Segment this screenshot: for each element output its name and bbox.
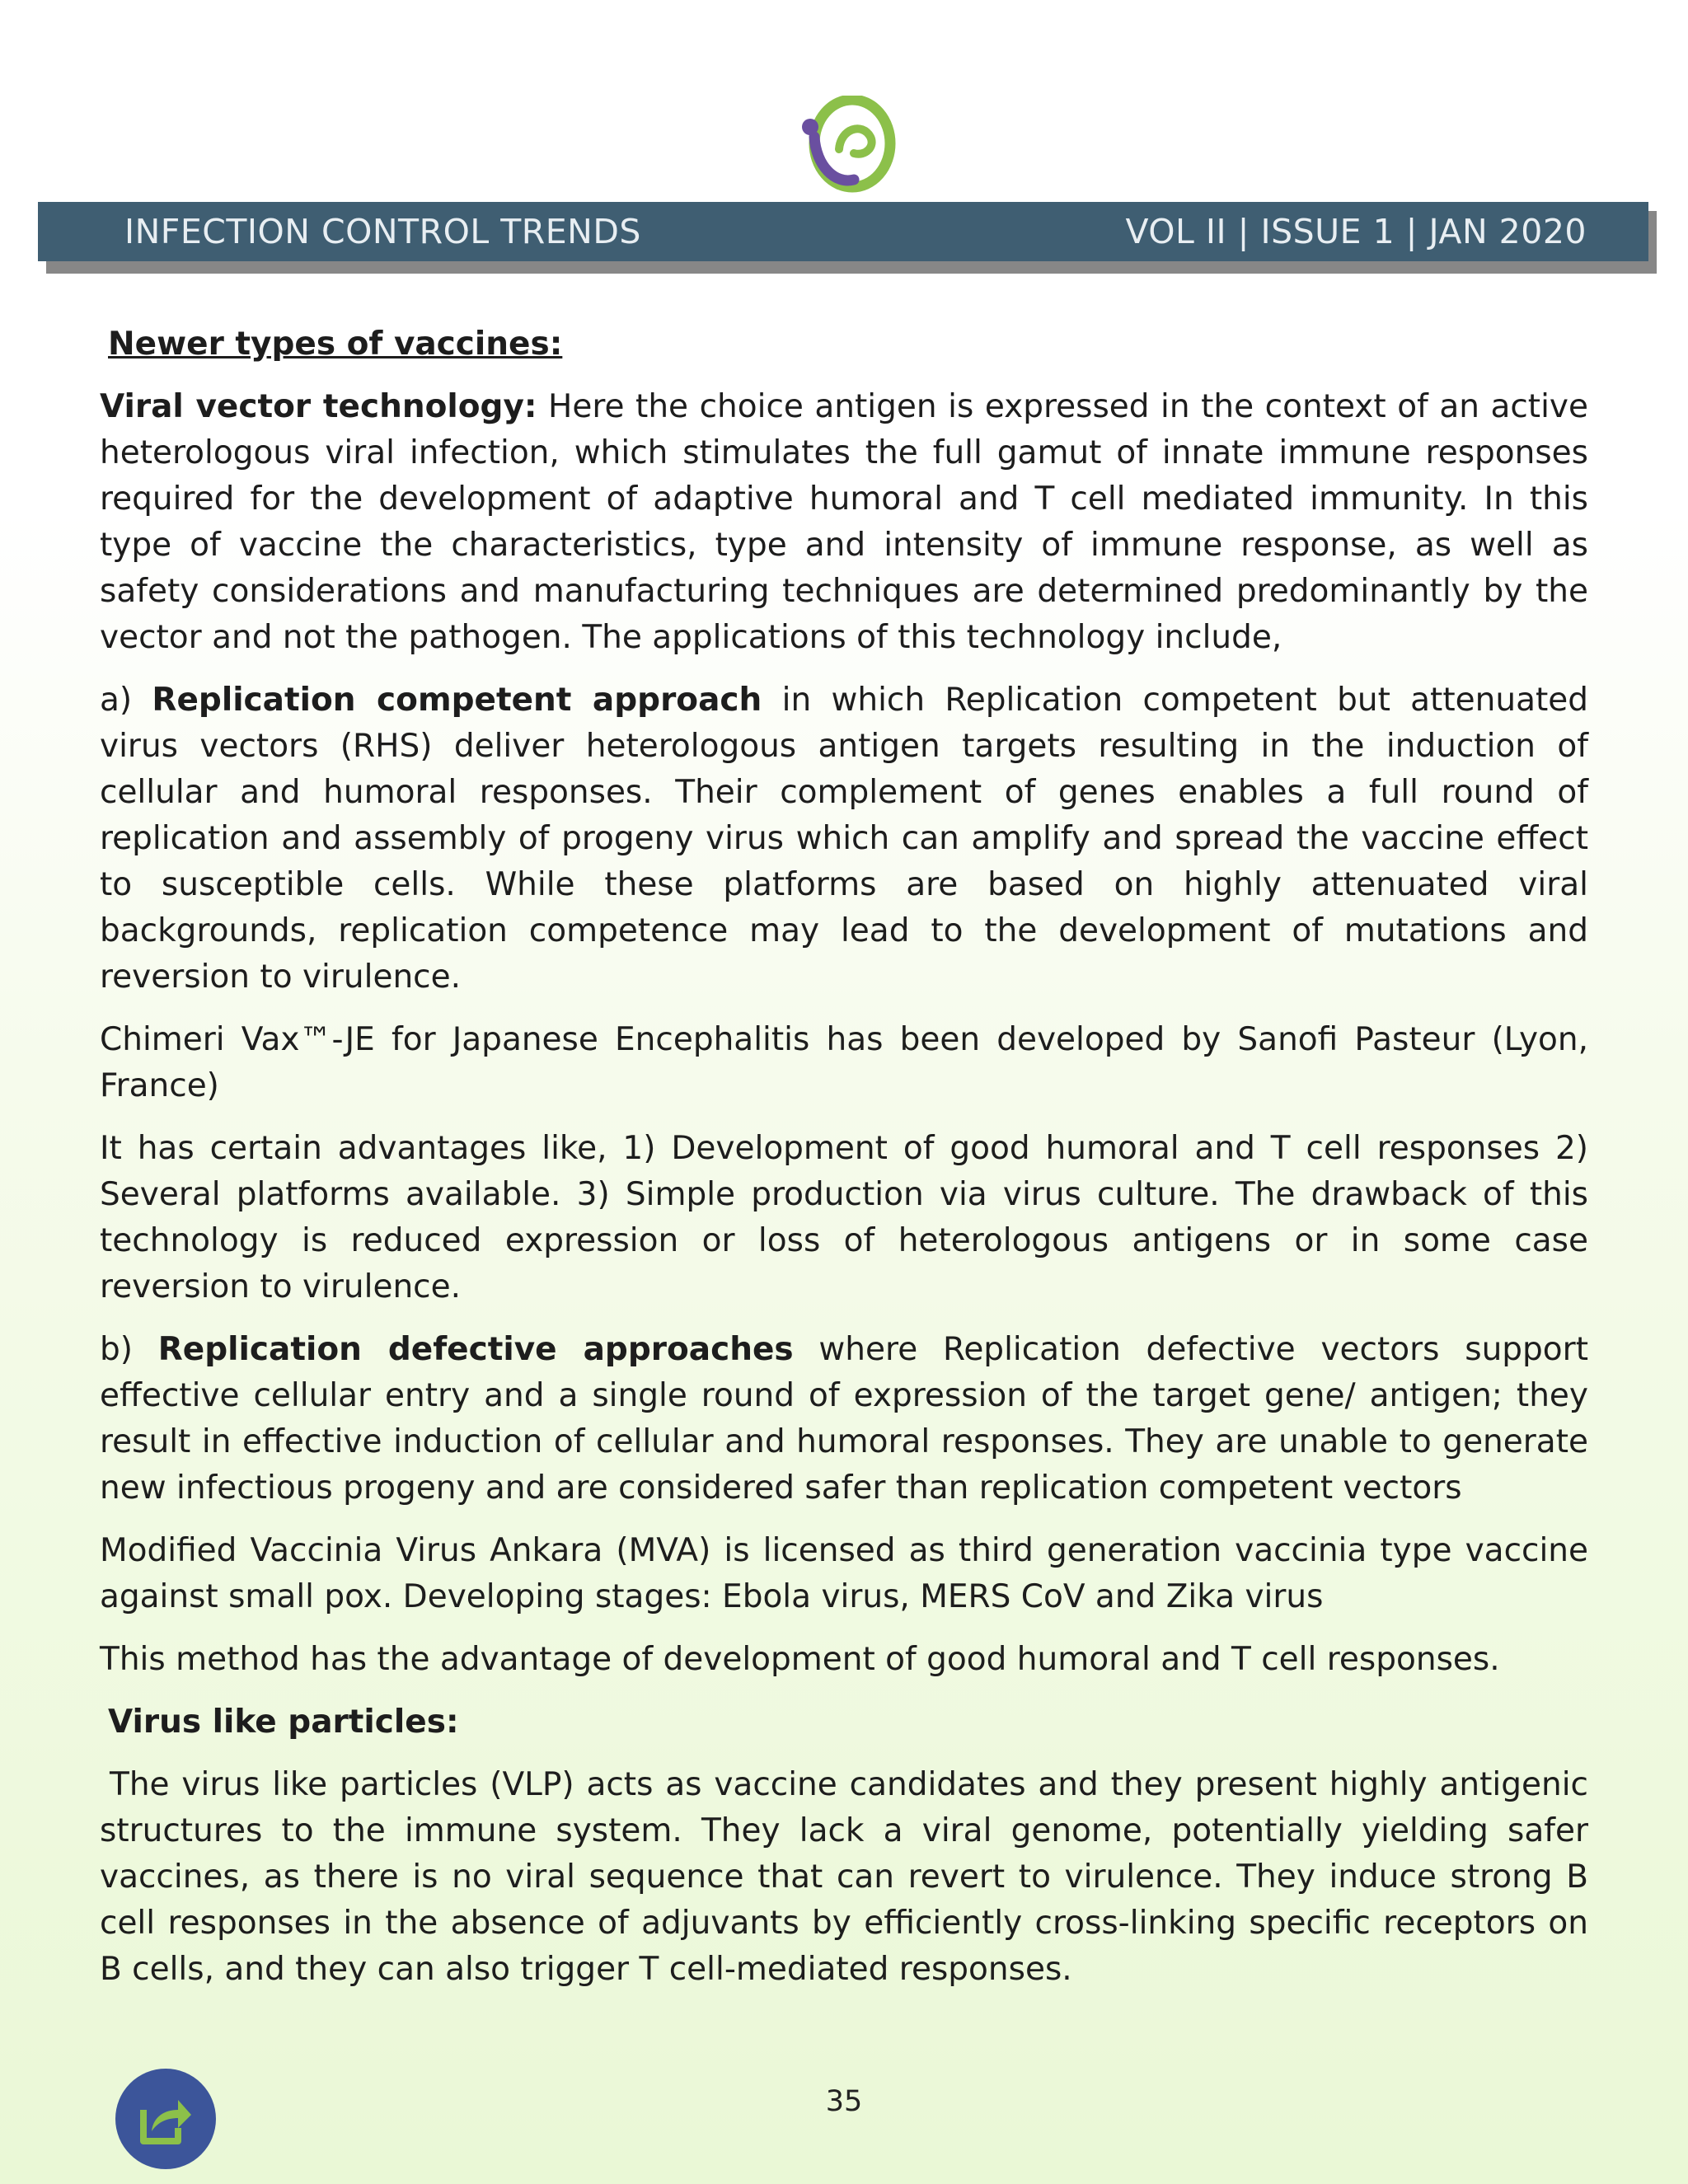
viral-vector-label: Viral vector technology: bbox=[100, 388, 537, 425]
heading-virus-like-particles: Virus like particles: bbox=[108, 1704, 459, 1741]
share-button[interactable] bbox=[115, 2069, 216, 2169]
replication-defective-text: where Replication defective vectors support effective cellular entry and a single round of expression of the target gene/ antigen; they result in effective induction of cellular and humoral responses. They are unable to generate new infectious progeny and are considered safer than replication competent vectors bbox=[100, 1331, 1588, 1507]
replication-competent-text: in which Replication competent but attenuated virus vectors (RHS) deliver heterologous antigen targets resulting in the induction of cellular and humoral responses. Their complement of genes enables a full round of replication and assembly of progeny virus which can amplify and spread the vaccine effect to susceptible cells. While these platforms are based on highly attenuated viral backgrounds, replication competence may lead to the development of mutations and reversion to virulence. bbox=[100, 682, 1589, 996]
paragraph-replication-competent bbox=[100, 677, 1588, 1001]
header-banner bbox=[38, 202, 1648, 261]
replication-competent-label: Replication competent approach bbox=[152, 682, 762, 719]
journal-title: INFECTION CONTROL TRENDS bbox=[124, 212, 641, 251]
replication-defective-prefix: b) bbox=[100, 1331, 158, 1368]
paragraph-replication-defective bbox=[100, 1327, 1588, 1511]
replication-defective-label: Replication defective approaches bbox=[157, 1331, 794, 1368]
issue-info: VOL II | ISSUE 1 | JAN 2020 bbox=[1125, 212, 1587, 251]
infection-control-logo-icon bbox=[790, 96, 897, 194]
page-number: 35 bbox=[825, 2085, 863, 2118]
paragraph-vlp: The virus like particles (VLP) acts as vaccine candidates and they present highly antigenic structures to the immune system. They lack a viral genome, potentially yielding safer vaccines, as there is no viral sequence that can revert to virulence. They induce strong B cell responses in the absence of adjuvants by efficiently cross-linking specific receptors on B cells, and they can also trigger T cell-mediated responses. bbox=[100, 1766, 1588, 1988]
paragraph-method-advantage: This method has the advantage of development of good humoral and T cell responses. bbox=[100, 1641, 1500, 1678]
paragraph-viral-vector bbox=[100, 384, 1588, 661]
article-body bbox=[100, 321, 1588, 2009]
paragraph-chimeri: Chimeri Vax™-JE for Japanese Encephalitis has been developed by Sanofi Pasteur (Lyon, France) bbox=[100, 1021, 1588, 1104]
paragraph-mva: Modified Vaccinia Virus Ankara (MVA) is licensed as third generation vaccinia type vaccine against small pox. Developing stages: Ebola virus, MERS CoV and Zika virus bbox=[100, 1532, 1588, 1615]
replication-competent-prefix: a) bbox=[100, 682, 152, 719]
viral-vector-text: Here the choice antigen is expressed in the context of an active heterologous viral infection, which stimulates the full gamut of innate immune responses required for the development of adaptive humoral and T cell mediated immunity. In this type of vaccine the characteristics, type and intensity of immune response, as well as safety considerations and manufacturing techniques are determined predominantly by the vector and not the pathogen. The applications of this technology include, bbox=[100, 388, 1589, 656]
heading-newer-vaccines: Newer types of vaccines: bbox=[108, 326, 563, 363]
paragraph-advantages: It has certain advantages like, 1) Development of good humoral and T cell responses 2) Several platforms available. 3) Simple production via virus culture. The drawback of this technology is reduced expression or loss of heterologous antigens or in some case reversion to virulence. bbox=[100, 1130, 1588, 1305]
